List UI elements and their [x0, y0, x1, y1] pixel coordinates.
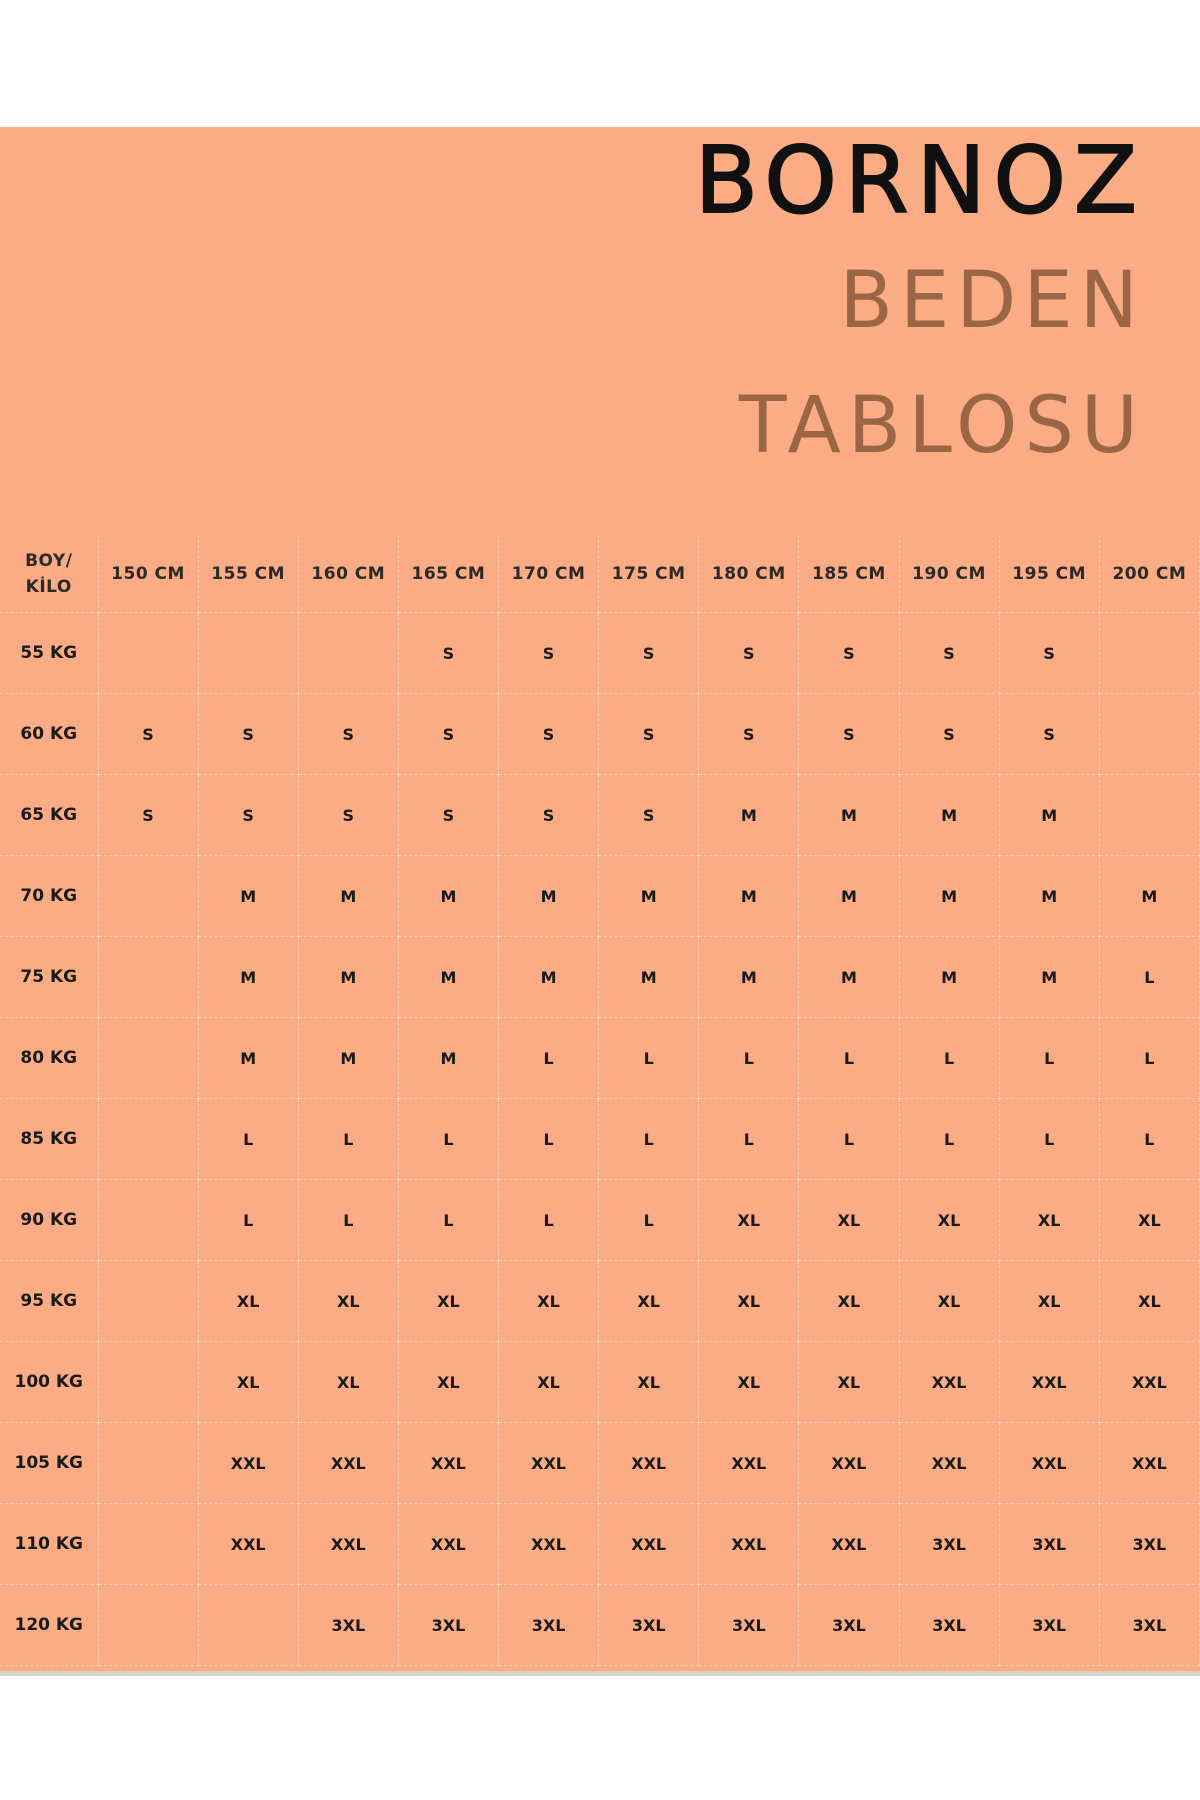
size-cell: [98, 613, 198, 694]
size-cell: XL: [499, 1342, 599, 1423]
size-cell: L: [699, 1018, 799, 1099]
size-cell: 3XL: [999, 1585, 1099, 1666]
size-cell: 3XL: [899, 1585, 999, 1666]
size-cell: 3XL: [398, 1585, 498, 1666]
height-header: 190 CM: [899, 535, 999, 613]
height-header: 165 CM: [398, 535, 498, 613]
size-cell: XXL: [899, 1342, 999, 1423]
size-cell: XL: [699, 1261, 799, 1342]
size-cell: L: [398, 1099, 498, 1180]
size-cell: XXL: [198, 1504, 298, 1585]
size-cell: XXL: [198, 1423, 298, 1504]
size-cell: 3XL: [599, 1585, 699, 1666]
size-cell: XL: [899, 1261, 999, 1342]
size-cell: S: [599, 775, 699, 856]
size-cell: M: [899, 937, 999, 1018]
size-cell: 3XL: [1099, 1585, 1199, 1666]
size-cell: XL: [999, 1180, 1099, 1261]
size-cell: L: [499, 1180, 599, 1261]
size-cell: M: [198, 937, 298, 1018]
size-cell: XL: [599, 1342, 699, 1423]
size-cell: [1099, 694, 1199, 775]
size-cell: S: [499, 775, 599, 856]
size-cell: XL: [1099, 1180, 1199, 1261]
size-cell: XXL: [799, 1423, 899, 1504]
size-cell: XXL: [799, 1504, 899, 1585]
size-cell: S: [799, 694, 899, 775]
size-cell: L: [398, 1180, 498, 1261]
size-cell: M: [198, 856, 298, 937]
header-row: [0, 535, 1200, 613]
table-row: [0, 1504, 1200, 1585]
size-cell: M: [999, 775, 1099, 856]
size-cell: L: [198, 1099, 298, 1180]
weight-cell: 70 KG: [0, 856, 98, 937]
size-cell: XXL: [499, 1504, 599, 1585]
weight-cell: 95 KG: [0, 1261, 98, 1342]
size-cell: M: [799, 856, 899, 937]
weight-cell: 90 KG: [0, 1180, 98, 1261]
size-cell: XXL: [899, 1423, 999, 1504]
size-cell: [98, 1423, 198, 1504]
table-row: [0, 1099, 1200, 1180]
size-cell: XL: [298, 1342, 398, 1423]
weight-cell: 55 KG: [0, 613, 98, 694]
size-cell: [98, 1342, 198, 1423]
weight-cell: 75 KG: [0, 937, 98, 1018]
height-header: 150 CM: [98, 535, 198, 613]
size-cell: XXL: [499, 1423, 599, 1504]
size-cell: M: [298, 856, 398, 937]
height-header: 175 CM: [599, 535, 699, 613]
weight-cell: 60 KG: [0, 694, 98, 775]
size-cell: XL: [699, 1180, 799, 1261]
table-row: [0, 856, 1200, 937]
size-cell: XL: [499, 1261, 599, 1342]
size-cell: S: [499, 613, 599, 694]
size-cell: XL: [298, 1261, 398, 1342]
weight-cell: 105 KG: [0, 1423, 98, 1504]
size-cell: XXL: [298, 1423, 398, 1504]
corner-label-height: BOY/: [25, 550, 73, 571]
size-cell: S: [398, 613, 498, 694]
size-cell: 3XL: [799, 1585, 899, 1666]
size-cell: S: [899, 694, 999, 775]
size-cell: L: [599, 1180, 699, 1261]
size-cell: M: [599, 937, 699, 1018]
size-cell: XL: [198, 1261, 298, 1342]
size-cell: M: [799, 937, 899, 1018]
size-cell: S: [98, 775, 198, 856]
size-cell: XXL: [999, 1342, 1099, 1423]
size-cell: XXL: [298, 1504, 398, 1585]
height-header: 160 CM: [298, 535, 398, 613]
height-header: 200 CM: [1099, 535, 1199, 613]
size-cell: M: [1099, 856, 1199, 937]
title-bornoz: BORNOZ: [694, 127, 1145, 234]
size-cell: L: [1099, 1099, 1199, 1180]
size-cell: S: [999, 694, 1099, 775]
size-cell: XXL: [999, 1423, 1099, 1504]
size-cell: M: [298, 1018, 398, 1099]
size-cell: S: [298, 775, 398, 856]
size-cell: L: [198, 1180, 298, 1261]
size-cell: M: [999, 937, 1099, 1018]
size-cell: M: [699, 775, 799, 856]
size-cell: XL: [398, 1261, 498, 1342]
size-cell: S: [599, 613, 699, 694]
size-cell: [198, 1585, 298, 1666]
table-row: [0, 1018, 1200, 1099]
height-header: 195 CM: [999, 535, 1099, 613]
size-cell: S: [198, 694, 298, 775]
table-row: [0, 1180, 1200, 1261]
size-cell: L: [499, 1099, 599, 1180]
size-cell: M: [599, 856, 699, 937]
size-cell: L: [298, 1180, 398, 1261]
corner-label-weight: KİLO: [25, 576, 72, 597]
size-cell: M: [699, 937, 799, 1018]
size-cell: XXL: [599, 1423, 699, 1504]
table-row: [0, 694, 1200, 775]
size-cell: 3XL: [499, 1585, 599, 1666]
size-cell: S: [398, 694, 498, 775]
weight-cell: 100 KG: [0, 1342, 98, 1423]
weight-cell: 110 KG: [0, 1504, 98, 1585]
size-cell: [98, 1504, 198, 1585]
size-cell: L: [799, 1018, 899, 1099]
size-cell: S: [999, 613, 1099, 694]
size-cell: 3XL: [899, 1504, 999, 1585]
size-cell: M: [699, 856, 799, 937]
size-cell: XXL: [699, 1423, 799, 1504]
size-cell: L: [298, 1099, 398, 1180]
size-cell: S: [499, 694, 599, 775]
size-cell: XXL: [599, 1504, 699, 1585]
size-cell: XL: [1099, 1261, 1199, 1342]
size-cell: S: [198, 775, 298, 856]
height-header: 185 CM: [799, 535, 899, 613]
height-header: 180 CM: [699, 535, 799, 613]
size-cell: S: [599, 694, 699, 775]
size-cell: L: [499, 1018, 599, 1099]
size-cell: S: [98, 694, 198, 775]
size-cell: [98, 1585, 198, 1666]
size-cell: M: [499, 856, 599, 937]
title-tablosu: TABLOSU: [738, 381, 1145, 471]
size-cell: S: [398, 775, 498, 856]
size-cell: [298, 613, 398, 694]
size-cell: L: [699, 1099, 799, 1180]
table-row: [0, 1342, 1200, 1423]
size-cell: L: [599, 1018, 699, 1099]
size-cell: 3XL: [999, 1504, 1099, 1585]
size-cell: M: [499, 937, 599, 1018]
size-cell: [98, 856, 198, 937]
size-cell: L: [1099, 1018, 1199, 1099]
size-cell: L: [899, 1099, 999, 1180]
size-cell: M: [398, 856, 498, 937]
size-cell: M: [398, 937, 498, 1018]
size-cell: S: [699, 613, 799, 694]
size-cell: XL: [799, 1180, 899, 1261]
size-cell: L: [999, 1099, 1099, 1180]
weight-cell: 65 KG: [0, 775, 98, 856]
size-cell: XL: [799, 1342, 899, 1423]
table-row: [0, 775, 1200, 856]
size-cell: XL: [699, 1342, 799, 1423]
size-cell: XL: [999, 1261, 1099, 1342]
size-cell: XXL: [398, 1423, 498, 1504]
size-cell: [98, 1261, 198, 1342]
size-cell: L: [799, 1099, 899, 1180]
size-cell: M: [899, 856, 999, 937]
size-cell: XL: [799, 1261, 899, 1342]
size-table: [0, 535, 1200, 1666]
size-cell: M: [799, 775, 899, 856]
size-cell: [1099, 775, 1199, 856]
corner-header: [0, 535, 98, 613]
height-header: 170 CM: [499, 535, 599, 613]
size-cell: XXL: [1099, 1342, 1199, 1423]
size-cell: [98, 937, 198, 1018]
size-cell: M: [398, 1018, 498, 1099]
table-row: [0, 937, 1200, 1018]
size-cell: M: [899, 775, 999, 856]
size-cell: XXL: [1099, 1423, 1199, 1504]
weight-cell: 80 KG: [0, 1018, 98, 1099]
table-row: [0, 1423, 1200, 1504]
size-cell: XL: [198, 1342, 298, 1423]
size-cell: L: [899, 1018, 999, 1099]
size-cell: [198, 613, 298, 694]
weight-cell: 85 KG: [0, 1099, 98, 1180]
size-cell: XXL: [699, 1504, 799, 1585]
size-cell: [1099, 613, 1199, 694]
size-cell: XXL: [398, 1504, 498, 1585]
size-cell: XL: [899, 1180, 999, 1261]
weight-cell: 120 KG: [0, 1585, 98, 1666]
height-header: 155 CM: [198, 535, 298, 613]
size-cell: 3XL: [1099, 1504, 1199, 1585]
size-cell: M: [298, 937, 398, 1018]
size-cell: S: [899, 613, 999, 694]
bottom-divider: [0, 1671, 1200, 1676]
size-cell: [98, 1180, 198, 1261]
size-cell: [98, 1099, 198, 1180]
size-cell: L: [999, 1018, 1099, 1099]
size-cell: S: [298, 694, 398, 775]
size-table-body: [0, 613, 1200, 1666]
size-cell: [98, 1018, 198, 1099]
size-cell: M: [198, 1018, 298, 1099]
size-cell: XL: [599, 1261, 699, 1342]
size-cell: L: [599, 1099, 699, 1180]
size-cell: 3XL: [699, 1585, 799, 1666]
title-beden: BEDEN: [839, 256, 1145, 346]
size-cell: 3XL: [298, 1585, 398, 1666]
size-cell: S: [699, 694, 799, 775]
table-row: [0, 613, 1200, 694]
table-row: [0, 1261, 1200, 1342]
size-cell: XL: [398, 1342, 498, 1423]
table-row: [0, 1585, 1200, 1666]
size-cell: L: [1099, 937, 1199, 1018]
size-cell: M: [999, 856, 1099, 937]
size-cell: S: [799, 613, 899, 694]
